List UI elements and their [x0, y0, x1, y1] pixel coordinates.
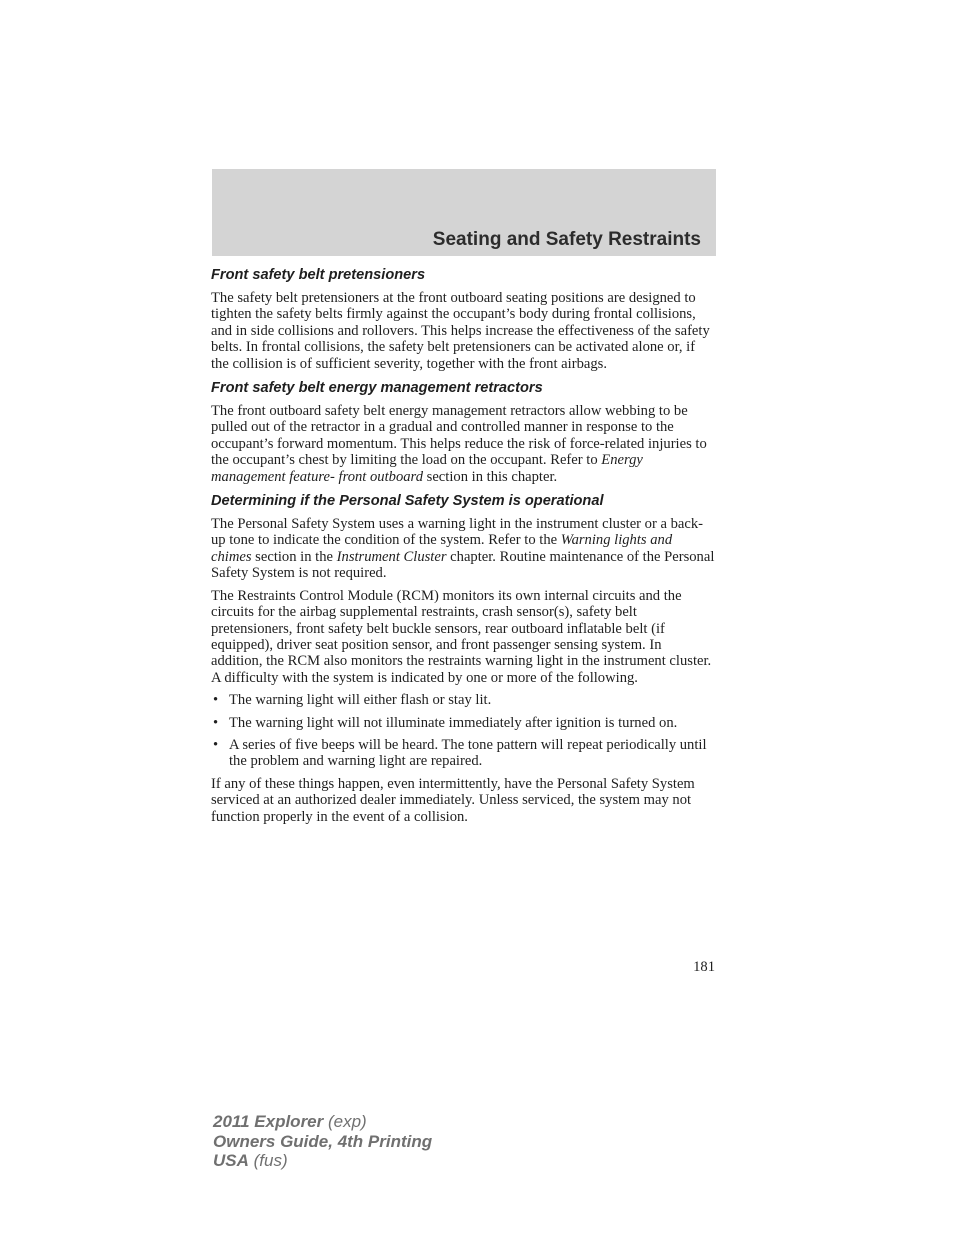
- section-header-band: [212, 169, 716, 256]
- text-segment: chapter. Routine maintenance of the Personal Safety System is not required.: [211, 548, 715, 582]
- list-item: • The warning light will not illuminate immediately after ignition is turned on.: [213, 714, 678, 731]
- footer-line-market: USA (fus): [213, 1151, 288, 1170]
- footer-line-model: 2011 Explorer (exp): [213, 1112, 367, 1131]
- cross-reference: Instrument Cluster: [336, 548, 447, 565]
- list-item: • A series of five beeps will be heard. The tone pattern will repeat periodically until the problem and warning light are repaired.: [213, 736, 707, 770]
- heading-pretensioners: Front safety belt pretensioners: [211, 267, 426, 283]
- paragraph-rcm: The Restraints Control Module (RCM) monitors its own internal circuits and the circuits for the airbag supplemental restraints, crash sensor(s), safety belt pretensioners, front safety belt buckle sensors, rear outboard inflatable belt (if equipped), driver seat position sensor, and front passenger sensing system. In addition, the RCM also monitors the restraints warning light in the instrument cluster. A difficulty with the system is indicated by one or more of the following.: [211, 587, 712, 686]
- cross-reference: Warning lights and chimes: [211, 532, 673, 565]
- paragraph-pretensioners: The safety belt pretensioners at the front outboard seating positions are designed to tighten the safety belts firmly against the occupant’s body during frontal collisions, and in side collisions and rollovers. This helps increase the effectiveness of the safety belts. In frontal collisions, the safety belt pretensioners can be activated alone or, if the collision is of sufficient severity, together with the front airbags.: [211, 290, 710, 372]
- document-footer: [213, 1112, 432, 1171]
- text-segment: The Personal Safety System uses a warning light in the instrument cluster or a back-up tone to indicate the condition of the system. Refer to the: [211, 516, 704, 549]
- bullet-icon: •: [213, 714, 219, 731]
- cross-reference: Energy management feature- front outboard: [211, 452, 643, 485]
- heading-operational: Determining if the Personal Safety System is operational: [211, 493, 604, 510]
- paragraph-retractors: [211, 403, 716, 485]
- paragraph-service: If any of these things happen, even intermittently, have the Personal Safety System serviced at an authorized dealer immediately. Unless serviced, the system may not function properly in the event of a collision.: [211, 775, 695, 825]
- bullet-icon: •: [213, 692, 219, 709]
- heading-retractors: Front safety belt energy management retractors: [211, 380, 543, 397]
- section-title: Seating and Safety Restraints: [432, 229, 701, 250]
- page-number: 181: [693, 959, 715, 975]
- bullet-icon: •: [213, 736, 219, 753]
- text-segment: section in the: [251, 548, 337, 565]
- paragraph-warning-light: [211, 516, 716, 582]
- symptom-list: [211, 692, 716, 770]
- footer-line-edition: Owners Guide, 4th Printing: [213, 1131, 433, 1151]
- page-content: [211, 266, 716, 831]
- text-segment: section in this chapter.: [423, 468, 558, 485]
- text-segment: The front outboard safety belt energy management retractors allow webbing to be pulled out of the retractor in a gradual and controlled manner in response to the occupant’s forward momentum. This helps reduce the risk of force-related injuries to the occupant’s chest by limiting the load on the occupant. Refer to: [211, 403, 707, 469]
- list-item: • The warning light will either flash or stay lit.: [213, 692, 492, 709]
